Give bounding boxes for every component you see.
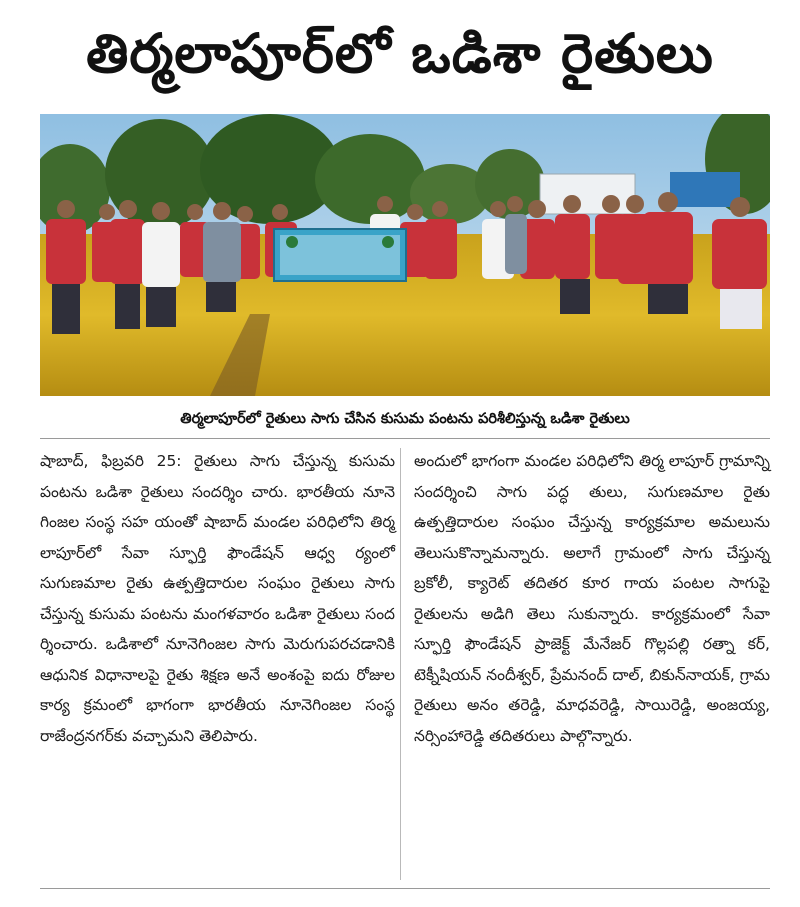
headline: తిర్మలాపూర్‌లో ఒడిశా రైతులు <box>86 22 714 85</box>
caption-divider <box>40 438 770 439</box>
column-divider <box>400 448 401 880</box>
blue-building <box>670 172 740 207</box>
article-column-left <box>40 446 395 751</box>
banner <box>274 229 406 281</box>
bus <box>540 174 635 214</box>
article-paragraph-right: అందులో భాగంగా మండల పరిధిలోని తిర్మ లాపూర్ గ్రామాన్ని సందర్శించి సాగు పద్ధ తులు, సుగుణమాల రైతు ఉత్పత్తిదారుల సంఘం చేస్తున్న కార్యక్రమాల అమలును తెలుసుకొన్నామన్నారు. అలాగే గ్రామంలో సాగు చేస్తున్న బ్రకోలీ, క్యారెట్ తదితర కూర గాయ పంటల సాగుపై రైతులను అడిగి తెలు సుకున్నారు. కార్యక్రమంలో సేవా స్ఫూర్తి ఫౌండేషన్ ప్రాజెక్ట్ మేనేజర్ గొల్లపల్లి రత్నా కర్, టెక్నీషియన్ నందీశ్వర్, ప్రేమనంద్ దాల్, బికున్‌నాయక్, గ్రామ రైతులు అనం తరెడ్డి, మాధవరెడ్డి, సాయిరెడ్డి, అంజయ్య, నర్సింహారెడ్డి తదితరులు పాల్గొన్నారు. <box>414 452 770 745</box>
news-photo <box>40 114 770 396</box>
article-column-right <box>414 446 770 751</box>
article-paragraph-left: షాబాద్, ఫిబ్రవరి 25: రైతులు సాగు చేస్తున్న కుసుమ పంటను ఒడిశా రైతులు సందర్శిం చారు. భారతీయ నూనె గింజల సంస్థ సహ యంతో షాబాద్ మండల పరిధిలోని తిర్మ లాపూర్‌లో సేవా స్ఫూర్తి ఫౌండేషన్ ఆధ్వ ర్యంలో సుగుణమాల రైతు ఉత్పత్తిదారుల సంఘం రైతులు సాగు చేస్తున్న కుసుమ పంటను మంగళవారం ఒడిశా రైతులు సంద ర్శించారు. ఒడిశాలో నూనెగింజల సాగు మెరుగుపరచడానికి ఆధునిక విధానాలపై రైతు శిక్షణ అనే అంశంపై ఐదు రోజుల కార్య క్రమంలో భాగంగా భారతీయ నూనెగింజల సంస్థ రాజేంద్రనగర్‌కు వచ్చామని తెలిపారు. <box>40 452 395 745</box>
photo-illustration <box>40 114 770 396</box>
bottom-rule <box>40 888 770 889</box>
photo-caption: తిర్మలాపూర్‌లో రైతులు సాగు చేసిన కుసుమ పంటను పరిశీలిస్తున్న ఒడిశా రైతులు <box>180 411 630 427</box>
